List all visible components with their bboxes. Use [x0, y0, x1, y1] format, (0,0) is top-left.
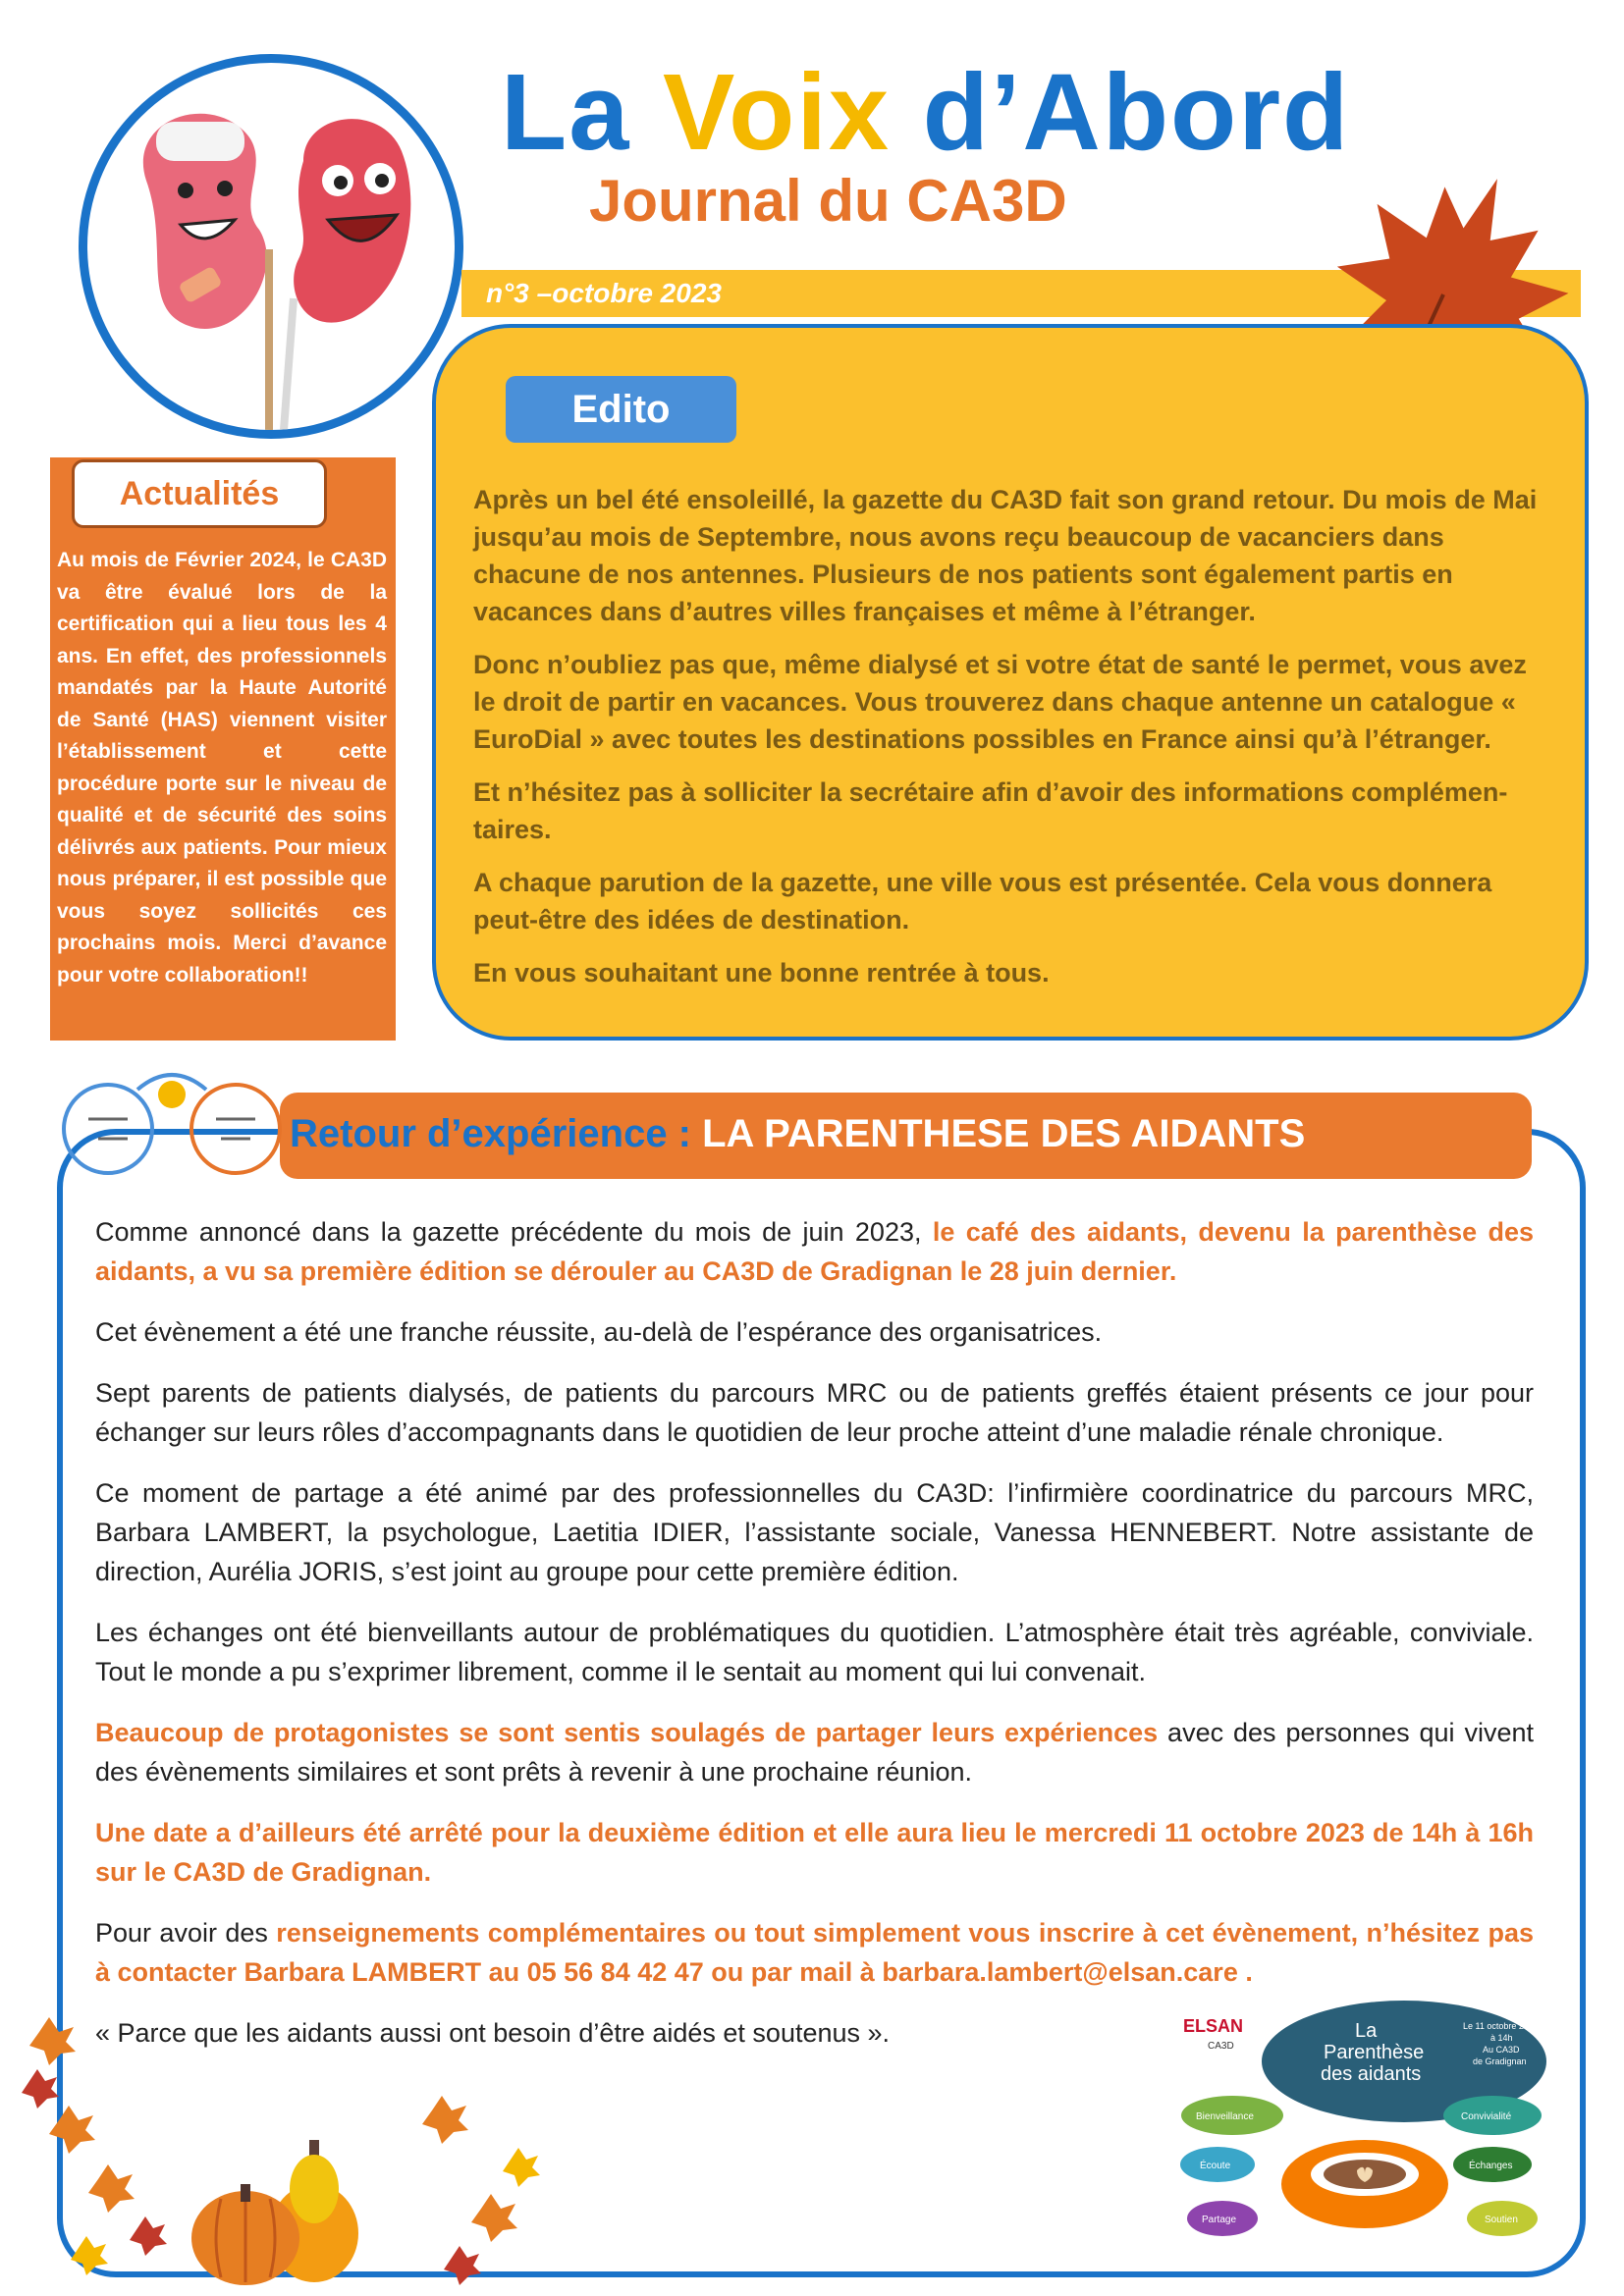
contact-link[interactable]: renseignements complémentaires ou tout simplement vous inscrire à cet évènement, n’hésitez pas à contacter Barbara LAMBERT au 05 56 84 42 47 ou par mail à barbara.lambert@elsan.care .	[95, 1918, 1535, 1987]
retour-paragraph-5: Les échanges ont été bienveillants autour de problématiques du quotidien. L’atmosphère était très agréable, conviviale. Tout le monde a pu s’exprimer librement, comme il le sentait au moment qui lui convenait.	[95, 1618, 1534, 1686]
actualites-tab: Actualités	[72, 459, 327, 528]
poster-bubble: Écoute	[1200, 2161, 1231, 2171]
poster-title-3: des aidants	[1321, 2063, 1422, 2085]
edito-text	[473, 481, 1543, 1007]
title-part-1: La	[501, 52, 663, 173]
poster-brand: ELSAN	[1183, 2016, 1244, 2036]
retour-paragraph-3: Sept parents de patients dialysés, de patients du parcours MRC ou de patients greffés étaient présents ce jour pour échanger sur leurs rôles d’accompagnants dans le quotidien de leur proche atteint d’une maladie rénale chronique.	[95, 1378, 1534, 1447]
retour-paragraph-7: Une date a d’ailleurs été arrêté pour la deuxième édition et elle aura lieu le mercredi 11 octobre 2023 de 14h à 16h sur le CA3D de Gradignan.	[95, 1818, 1534, 1887]
retour-paragraph-2: Cet évènement a été une franche réussite, au-delà de l’espérance des organisatrices.	[95, 1317, 1103, 1347]
poster-title-2: Parenthèse	[1324, 2042, 1425, 2063]
retour-paragraph-4: Ce moment de partage a été animé par des professionnelles du CA3D: l’infirmière coordinatrice du parcours MRC, Barbara LAMBERT, la psychologue, Laetitia IDIER, l’assistante sociale, Vanessa HENNEBERT. Notre assistante de direction, Aurélia JORIS, s’est joint au groupe pour cette première édition.	[95, 1478, 1534, 1586]
issue-number: n°3 –octobre 2023	[486, 278, 722, 308]
kidney-logo	[79, 54, 463, 439]
poster-bubble: Partage	[1202, 2215, 1237, 2225]
edito-paragraph: Après un bel été ensoleillé, la gazette du CA3D fait son grand retour. Du mois de Mai jusqu’au mois de Septembre, nous avons reçu beaucoup de vacanciers dans chacune de nos antennes. Plusieurs de nos patients sont également partis en vacances dans d’autres villes françaises et même à l’étranger.	[473, 485, 1538, 626]
text-span: Pour avoir des	[95, 1918, 277, 1948]
retour-body	[95, 1212, 1534, 2074]
retour-title-main: LA PARENTHESE DES AIDANTS	[702, 1112, 1306, 1155]
poster-brand-sub: CA3D	[1208, 2041, 1234, 2052]
parenthese-poster	[1178, 1998, 1551, 2263]
edito-paragraph: A chaque parution de la gazette, une ville vous est présentée. Cela vous donnera peut-être des idées de destination.	[473, 868, 1492, 934]
highlight-span: Beaucoup de protagonistes se sont sentis soulagés de partager leurs expériences	[95, 1718, 1159, 1747]
poster-date-4: de Gradignan	[1473, 2056, 1527, 2066]
edito-paragraph: En vous souhaitant une bonne rentrée à tous.	[473, 958, 1050, 988]
brain-network-icon	[49, 1060, 295, 1188]
highlight-span: le café des aidants, devenu la parenthèse des aidants, a vu sa première édition se dérouler au CA3D de Gradignan le 28 juin dernier.	[95, 1217, 1534, 1286]
edito-paragraph: Et n’hésitez pas à solliciter la secrétaire afin d’avoir des informations complémen-taires.	[473, 777, 1508, 844]
poster-bubble: Échanges	[1469, 2161, 1513, 2171]
edito-paragraph: Donc n’oubliez pas que, même dialysé et si votre état de santé le permet, vous avez le droit de partir en vacances. Vous trouverez dans chaque antenne un catalogue « EuroDial » avec toutes les destinations possibles en France ainsi qu’à l’étranger.	[473, 650, 1527, 754]
title-part-3: d’Abord	[891, 52, 1351, 173]
kidneys-illustration	[87, 63, 455, 430]
text-span: Comme annoncé dans la gazette précédente du mois de juin 2023,	[95, 1217, 933, 1247]
retour-paragraph-9: « Parce que les aidants aussi ont besoin d’être aidés et soutenus ».	[95, 2018, 891, 2048]
retour-title-prefix: Retour d’expérience :	[290, 1112, 703, 1155]
newsletter-title	[501, 54, 1384, 172]
poster-date-1: Le 11 octobre 2023	[1463, 2021, 1539, 2031]
retour-paragraph-1	[95, 1212, 1534, 1291]
autumn-pumpkins-decoration	[20, 1993, 569, 2287]
retour-paragraph-6	[95, 1713, 1534, 1791]
retour-title	[290, 1104, 1305, 1163]
poster-bubble: Convivialité	[1461, 2111, 1512, 2122]
poster-date-2: à 14h	[1490, 2033, 1513, 2043]
poster-date-3: Au CA3D	[1483, 2045, 1520, 2055]
text-span: avec des personnes qui vivent des évènements similaires et sont prêts à revenir à une prochaine réunion.	[95, 1718, 1534, 1787]
poster-bubble: Soutien	[1485, 2215, 1518, 2225]
poster-bubble: Bienveillance	[1196, 2111, 1254, 2122]
title-part-2: Voix	[662, 52, 892, 173]
edito-tab: Edito	[506, 376, 736, 443]
retour-paragraph-8	[95, 1913, 1534, 1992]
poster-title-1: La	[1355, 2020, 1378, 2042]
newsletter-subtitle: Journal du CA3D	[589, 168, 1067, 234]
actualites-text: Au mois de Février 2024, le CA3D va être évalué lors de la certification qui a lieu tous les 4 ans. En effet, des professionnels mandatés par la Haute Autorité de Santé (HAS) viennent visiter l’établissement et cette procédure porte sur le niveau de qualité et de sécurité des soins délivrés aux patients. Pour mieux nous préparer, il est possible que vous soyez sollicités ces prochains mois. Merci d’avance pour votre collaboration!!	[57, 549, 387, 987]
